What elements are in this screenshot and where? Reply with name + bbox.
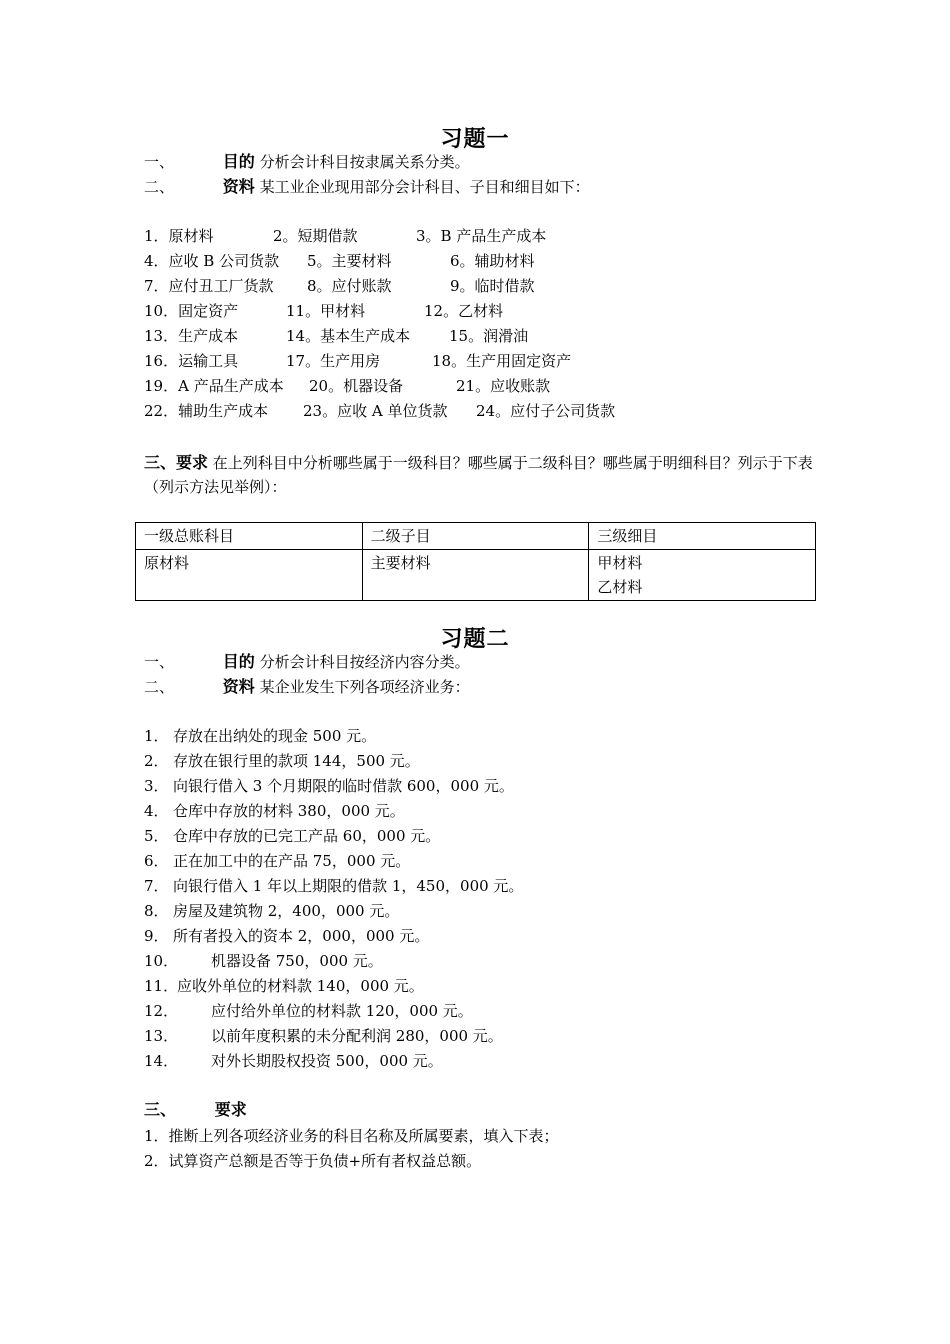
list-item — [144, 876, 844, 896]
item-number: 11． — [144, 977, 179, 995]
ex1-item-row — [144, 301, 844, 321]
list-item: 17。生产用房 — [286, 352, 381, 370]
item-text: 所有者投入的资本 2，000，000 元。 — [173, 927, 430, 945]
ex1-requirement — [144, 451, 820, 499]
ex2-req-item: 1．推断上列各项经济业务的科目名称及所属要素，填入下表； — [144, 1127, 559, 1145]
list-item: 22．辅助生产成本 — [144, 402, 269, 420]
ex2-purpose — [144, 652, 470, 672]
item-text: 仓库中存放的材料 380，000 元。 — [173, 802, 405, 820]
item-text: 应收外单位的材料款 140，000 元。 — [177, 977, 424, 995]
list-item — [144, 826, 844, 846]
list-item: 9。临时借款 — [450, 277, 535, 295]
ex1-item-row — [144, 351, 844, 371]
item-text: 应付给外单位的材料款 120，000 元。 — [211, 1002, 473, 1020]
list-item — [144, 851, 844, 871]
item-number: 1． — [144, 727, 169, 745]
item-text: 房屋及建筑物 2，400，000 元。 — [173, 902, 400, 920]
list-item: 6。辅助材料 — [450, 252, 535, 270]
ex1-item-row — [144, 276, 844, 296]
ex2-req-label: 要求 — [214, 1100, 247, 1119]
list-item: 19．A 产品生产成本 — [144, 377, 284, 395]
list-item: 8。应付账款 — [307, 277, 392, 295]
ex2-data-text: 某企业发生下列各项经济业务： — [259, 678, 470, 696]
list-item: 18。生产用固定资产 — [432, 352, 572, 370]
ex2-purpose-label: 目的 — [222, 652, 255, 671]
table-cell: 原材料 — [136, 550, 363, 601]
list-item: 2。短期借款 — [273, 227, 358, 245]
ex1-item-row — [144, 376, 844, 396]
table-cell-line: 乙材料 — [597, 578, 643, 596]
ex2-requirement-heading — [144, 1100, 247, 1120]
ex1-item-row — [144, 326, 844, 346]
table-cell — [589, 550, 816, 601]
ex1-purpose-num: 一、 — [144, 153, 175, 171]
list-item: 15。润滑油 — [449, 327, 529, 345]
ex1-data-label: 资料 — [222, 177, 255, 196]
ex2-purpose-num: 一、 — [144, 653, 175, 671]
ex1-data-num: 二、 — [144, 178, 175, 196]
table-header-cell: 二级子目 — [362, 523, 589, 550]
list-item — [144, 976, 844, 996]
exercise-1-title: 习题一 — [440, 126, 510, 152]
list-item: 4．应收 B 公司货款 — [144, 252, 280, 270]
list-item — [144, 726, 844, 746]
ex2-purpose-text: 分析会计科目按经济内容分类。 — [259, 653, 470, 671]
list-item — [144, 801, 844, 821]
ex1-item-row — [144, 251, 844, 271]
list-item: 12。乙材料 — [424, 302, 504, 320]
ex1-req-label: 三、要求 — [144, 453, 209, 472]
ex1-purpose-text: 分析会计科目按隶属关系分类。 — [259, 153, 470, 171]
list-item — [144, 1001, 844, 1021]
list-item: 5。主要材料 — [307, 252, 392, 270]
ex1-item-row — [144, 401, 844, 421]
list-item — [144, 1026, 844, 1046]
table-header-cell: 三级细目 — [589, 523, 816, 550]
ex1-purpose — [144, 152, 470, 172]
table-header-cell: 一级总账科目 — [136, 523, 363, 550]
ex2-data-num: 二、 — [144, 678, 175, 696]
ex2-data — [144, 677, 470, 697]
table-row — [136, 550, 816, 601]
item-text: 存放在出纳处的现金 500 元。 — [173, 727, 377, 745]
item-text: 以前年度积累的未分配利润 280，000 元。 — [211, 1027, 503, 1045]
ex1-req-text: 在上列科目中分析哪些属于一级科目？哪些属于二级科目？哪些属于明细科目？列示于下表（列示方法见举例）： — [144, 454, 813, 496]
list-item: 14。基本生产成本 — [286, 327, 411, 345]
item-text: 仓库中存放的已完工产品 60，000 元。 — [173, 827, 441, 845]
list-item: 13．生产成本 — [144, 327, 239, 345]
list-item: 3。B 产品生产成本 — [416, 227, 547, 245]
item-text: 向银行借入 3 个月期限的临时借款 600，000 元。 — [173, 777, 514, 795]
ex2-req-item: 2．试算资产总额是否等于负债+所有者权益总额。 — [144, 1152, 482, 1170]
item-number: 5． — [144, 827, 169, 845]
item-number: 2． — [144, 752, 169, 770]
list-item — [144, 926, 844, 946]
list-item — [144, 951, 844, 971]
item-number: 8． — [144, 902, 169, 920]
item-text: 向银行借入 1 年以上期限的借款 1，450，000 元。 — [173, 877, 524, 895]
item-number: 7． — [144, 877, 169, 895]
list-item — [144, 751, 844, 771]
item-number: 12． — [144, 1002, 179, 1020]
ex2-req-num: 三、 — [144, 1100, 177, 1119]
list-item: 24。应付子公司货款 — [476, 402, 616, 420]
table-cell-line: 甲材料 — [597, 554, 643, 572]
item-number: 9． — [144, 927, 169, 945]
ex1-item-row — [144, 226, 844, 246]
list-item — [144, 901, 844, 921]
item-text: 存放在银行里的款项 144，500 元。 — [173, 752, 420, 770]
item-number: 6． — [144, 852, 169, 870]
list-item: 10．固定资产 — [144, 302, 239, 320]
exercise-2-title: 习题二 — [440, 626, 510, 652]
ex1-purpose-label: 目的 — [222, 152, 255, 171]
list-item: 23。应收 A 单位货款 — [303, 402, 448, 420]
ex1-data — [144, 177, 590, 197]
list-item — [144, 1051, 844, 1071]
item-text: 机器设备 750，000 元。 — [211, 952, 383, 970]
item-number: 13． — [144, 1027, 179, 1045]
list-item: 7．应付丑工厂货款 — [144, 277, 274, 295]
ex2-data-label: 资料 — [222, 677, 255, 696]
ex1-data-text: 某工业企业现用部分会计科目、子目和细目如下： — [259, 178, 590, 196]
item-number: 14． — [144, 1052, 179, 1070]
classification-table — [135, 522, 816, 601]
table-cell: 主要材料 — [362, 550, 589, 601]
list-item: 21。应收账款 — [456, 377, 551, 395]
list-item: 11。甲材料 — [286, 302, 366, 320]
list-item: 16．运输工具 — [144, 352, 239, 370]
list-item — [144, 776, 844, 796]
table-header-row — [136, 523, 816, 550]
item-number: 10． — [144, 952, 179, 970]
item-number: 4． — [144, 802, 169, 820]
item-number: 3． — [144, 777, 169, 795]
list-item: 20。机器设备 — [309, 377, 404, 395]
list-item: 1．原材料 — [144, 227, 214, 245]
item-text: 对外长期股权投资 500，000 元。 — [211, 1052, 443, 1070]
item-text: 正在加工中的在产品 75，000 元。 — [173, 852, 411, 870]
